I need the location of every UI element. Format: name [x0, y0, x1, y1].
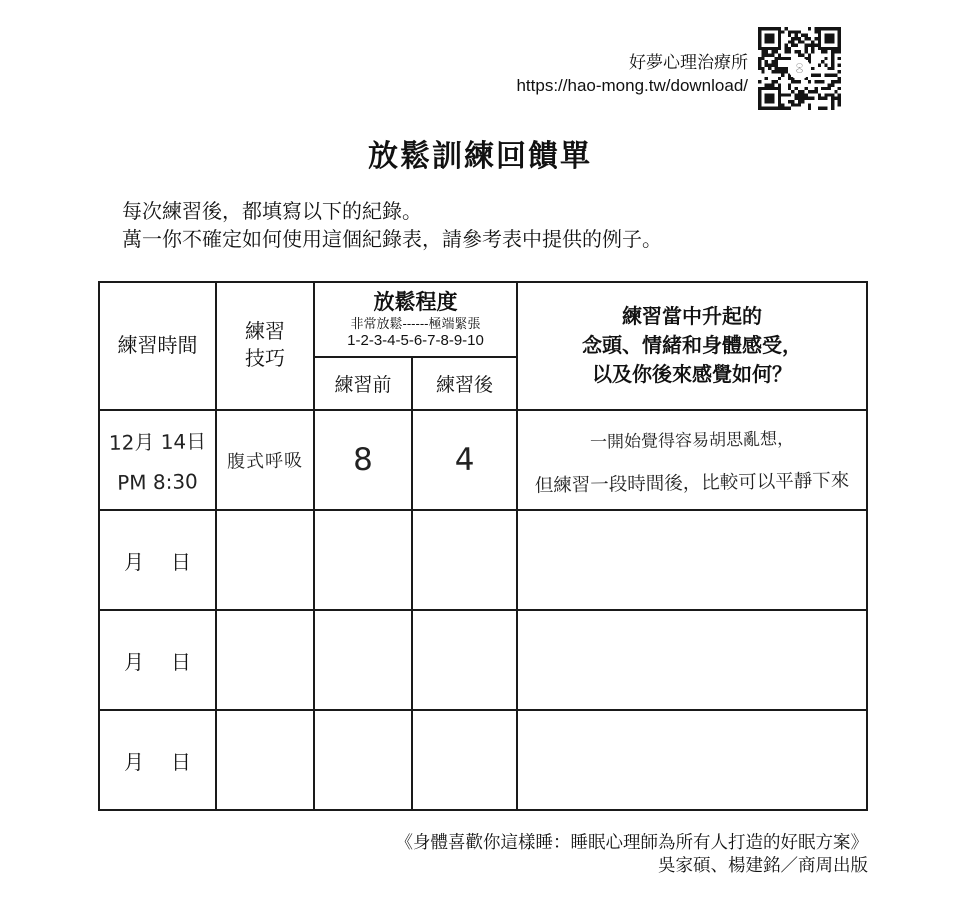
after-score-cell: [412, 610, 517, 710]
page-title: 放鬆訓練回饋單: [368, 140, 592, 173]
after-score-cell: [412, 710, 517, 810]
intro-text: [122, 198, 662, 254]
before-score-cell: [314, 410, 412, 510]
before-score-cell: [314, 510, 412, 610]
notes-cell: [517, 410, 867, 510]
time-cell: [99, 710, 216, 810]
feedback-table: [98, 281, 868, 811]
clinic-info: [516, 27, 748, 97]
header-notes-line1: 練習當中升起的: [622, 305, 762, 328]
relaxation-scale-numbers: 1-2-3-4-5-6-7-8-9-10: [347, 331, 484, 349]
before-score-cell: [314, 710, 412, 810]
notes-cell: [517, 510, 867, 610]
entry-row-blank: [99, 610, 867, 710]
header-practice-technique-line1: 練習: [245, 321, 285, 343]
month-label: 月: [124, 751, 144, 774]
time-cell: [99, 410, 216, 510]
handwritten-date: 12月 14日: [108, 429, 207, 455]
intro-line-2: 萬一你不確定如何使用這個紀錄表，請參考表中提供的例子。: [122, 229, 662, 251]
technique-cell: [216, 510, 314, 610]
time-cell: [99, 510, 216, 610]
after-score-cell: [412, 510, 517, 610]
qr-code-icon: [758, 27, 841, 110]
entry-row-blank: [99, 710, 867, 810]
header-practice-time: 練習時間: [99, 282, 216, 410]
header-practice-technique: [216, 282, 314, 410]
header-notes-line3: 以及你後來感覺如何？: [592, 363, 792, 386]
handwritten-technique: 腹式呼吸: [226, 450, 304, 473]
time-cell: [99, 610, 216, 710]
notes-cell: [517, 710, 867, 810]
month-label: 月: [124, 551, 144, 574]
header-after-practice: 練習後: [412, 357, 517, 410]
technique-cell: [216, 410, 314, 510]
day-label: 日: [171, 651, 191, 674]
entry-row-blank: [99, 510, 867, 610]
notes-cell: [517, 610, 867, 710]
entry-row-example: [99, 410, 867, 510]
handwritten-after-score: 4: [454, 441, 475, 479]
footer-book-title: 《身體喜歡你這樣睡：睡眠心理師為所有人打造的好眠方案》: [395, 832, 868, 852]
day-label: 日: [171, 551, 191, 574]
document-header: [516, 27, 841, 110]
header-practice-technique-line2: 技巧: [245, 348, 285, 370]
header-relaxation-level: [314, 282, 517, 357]
technique-cell: [216, 710, 314, 810]
month-label: 月: [124, 651, 144, 674]
after-score-cell: [412, 410, 517, 510]
handwritten-note-line1: 一開始覺得容易胡思亂想，: [589, 428, 795, 453]
day-label: 日: [171, 751, 191, 774]
clinic-name: 好夢心理治療所: [629, 53, 748, 72]
relaxation-level-title: 放鬆程度: [373, 290, 458, 314]
handwritten-before-score: 8: [352, 441, 374, 479]
relaxation-scale-label: 非常放鬆------極端緊張: [350, 315, 481, 331]
clinic-url: https://hao-mong.tw/download/: [516, 76, 748, 95]
footer-citation: [396, 831, 869, 877]
handwritten-time: PM 8:30: [116, 469, 199, 495]
handwritten-note-line2: 但練習一段時間後，比較可以平靜下來: [534, 469, 850, 497]
footer-authors: 吳家碩、楊建銘／商周出版: [658, 855, 868, 875]
header-notes-line2: 念頭、情緒和身體感受，: [582, 334, 802, 357]
header-notes-question: [517, 282, 867, 410]
header-before-practice: 練習前: [314, 357, 412, 410]
technique-cell: [216, 610, 314, 710]
intro-line-1: 每次練習後，都填寫以下的紀錄。: [122, 201, 422, 223]
before-score-cell: [314, 610, 412, 710]
